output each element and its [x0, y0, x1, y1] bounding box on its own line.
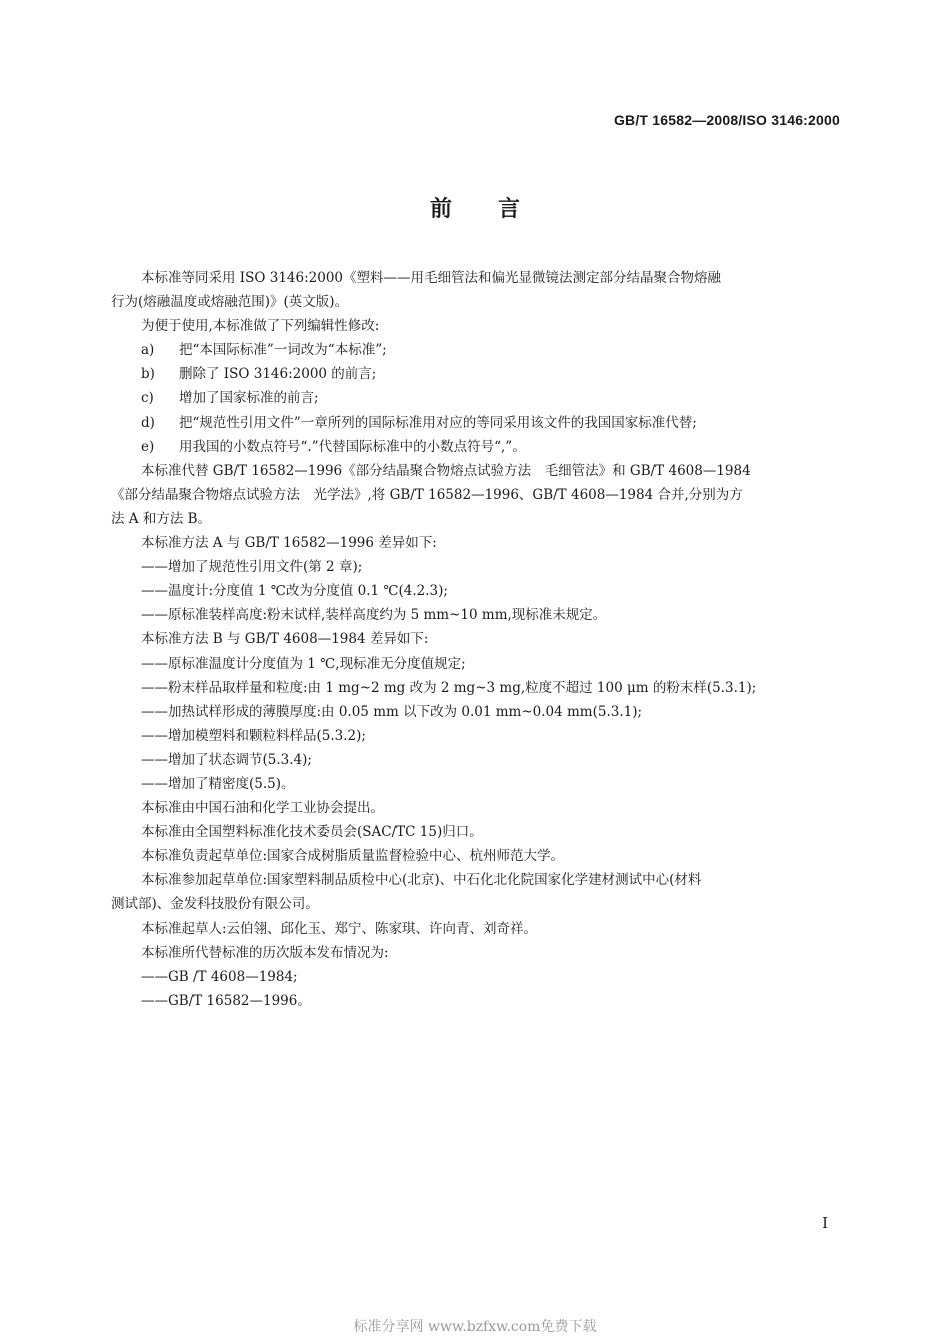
paragraph-line: 行为(熔融温度或熔融范围)》(英文版)。	[111, 294, 349, 311]
diff-item: ——增加了精密度(5.5)。	[141, 775, 295, 792]
history-item: ——GB/T 16582—1996。	[141, 992, 311, 1009]
diff-item: ——增加了状态调节(5.3.4);	[141, 751, 312, 768]
list-marker: c)	[141, 390, 154, 407]
watermark-footer: 标准分享网 www.bzfxw.com免费下载	[353, 1319, 597, 1335]
diff-item: ——原标准温度计分度值为 1 ℃,现标准无分度值规定;	[141, 655, 466, 672]
list-marker: d)	[141, 414, 155, 431]
paragraph: 本标准由全国塑料标准化技术委员会(SAC/TC 15)归口。	[141, 824, 483, 841]
list-item-text: 增加了国家标准的前言;	[179, 390, 319, 407]
list-item-text: 用我国的小数点符号“.”代替国际标准中的小数点符号“,”。	[179, 438, 526, 455]
list-item	[111, 411, 843, 435]
paragraph: 为便于使用,本标准做了下列编辑性修改:	[141, 318, 380, 335]
page-title: 前言	[429, 197, 566, 222]
list-item	[111, 386, 843, 410]
paragraph: 本标准方法 A 与 GB/T 16582—1996 差异如下:	[141, 535, 437, 552]
diff-item: ——增加了规范性引用文件(第 2 章);	[141, 559, 363, 576]
paragraph: 本标准所代替标准的历次版本发布情况为:	[141, 944, 389, 961]
list-item-text: 删除了 ISO 3146:2000 的前言;	[179, 366, 377, 383]
diff-item: ——粉末样品取样量和粒度:由 1 mg~2 mg 改为 2 mg~3 mg,粒度不超过 100 μm 的粉末样(5.3.1);	[141, 679, 757, 696]
list-item-text: 把“本国际标准”一词改为“本标准”;	[179, 342, 387, 359]
diff-item: ——原标准装样高度:粉末试样,装样高度约为 5 mm~10 mm,现标准未规定。	[141, 607, 607, 624]
diff-item: ——增加模塑料和颗粒料样品(5.3.2);	[141, 727, 366, 744]
paragraph-line: 本标准代替 GB/T 16582—1996《部分结晶聚合物熔点试验方法 毛细管法》和 GB/T 4608—1984	[141, 462, 751, 479]
paragraph-line: 本标准参加起草单位:国家塑料制品质检中心(北京)、中石化北化院国家化学建材测试中心(材料	[141, 872, 702, 889]
diff-item: ——加热试样形成的薄膜厚度:由 0.05 mm 以下改为 0.01 mm~0.04 mm(5.3.1);	[141, 703, 643, 720]
standard-number: GB/T 16582—2008/ISO 3146:2000	[613, 112, 840, 128]
list-item	[111, 338, 843, 362]
list-item-text: 把“规范性引用文件”一章所列的国际标准用对应的等同采用该文件的我国国家标准代替;	[179, 414, 697, 431]
paragraph-line: 《部分结晶聚合物熔点试验方法 光学法》,将 GB/T 16582—1996、GB/T 4608—1984 合并,分别为方	[111, 486, 743, 503]
foreword-body	[111, 266, 843, 1013]
page-number: I	[822, 1214, 828, 1232]
list-item	[111, 362, 843, 386]
paragraph-line: 法 A 和方法 B。	[111, 510, 212, 527]
list-item	[111, 435, 843, 459]
paragraph: 本标准负责起草单位:国家合成树脂质量监督检验中心、杭州师范大学。	[141, 848, 565, 865]
diff-item-wrap	[111, 676, 843, 700]
list-marker: a)	[141, 342, 155, 359]
history-item: ——GB /T 4608—1984;	[141, 968, 298, 985]
list-marker: b)	[141, 366, 155, 383]
paragraph-line: 测试部)、金发科技股份有限公司。	[111, 896, 319, 913]
list-marker: e)	[141, 438, 155, 455]
paragraph-line: 本标准等同采用 ISO 3146:2000《塑料——用毛细管法和偏光显微镜法测定部分结晶聚合物熔融	[141, 270, 721, 286]
paragraph: 本标准起草人:云伯翎、邱化玉、郑宁、陈家琪、许向青、刘奇祥。	[141, 920, 538, 937]
paragraph: 本标准由中国石油和化学工业协会提出。	[141, 800, 384, 817]
diff-item: ——温度计:分度值 1 ℃改为分度值 0.1 ℃(4.2.3);	[141, 583, 448, 600]
paragraph: 本标准方法 B 与 GB/T 4608—1984 差异如下:	[141, 631, 429, 648]
